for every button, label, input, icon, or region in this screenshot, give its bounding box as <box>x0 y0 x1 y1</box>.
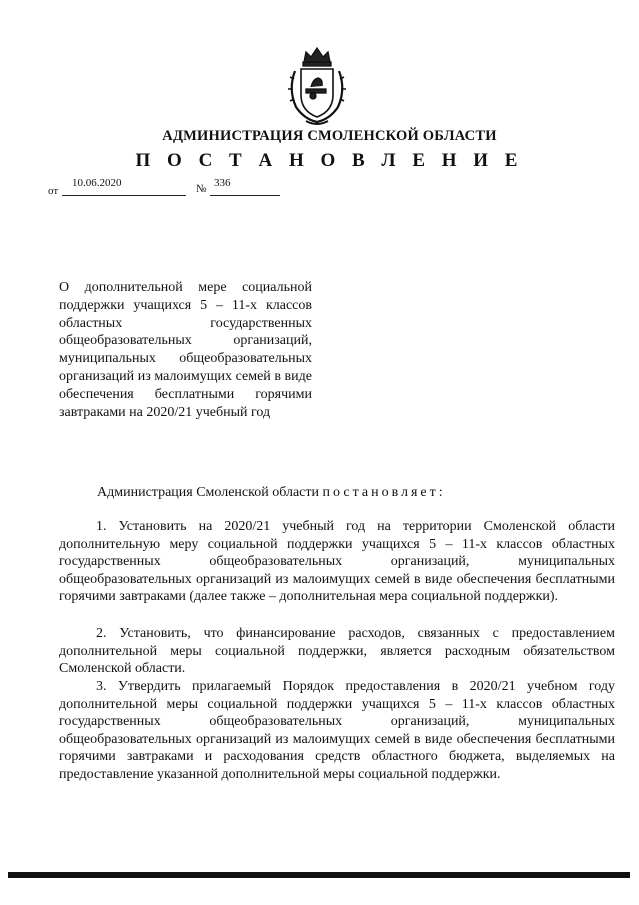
date-prefix: от <box>48 185 59 197</box>
document-number: 336 <box>214 177 231 189</box>
lead-statement <box>97 485 446 501</box>
document-date: 10.06.2020 <box>72 177 122 189</box>
document-type-title: П О С Т А Н О В Л Е Н И Е <box>135 150 524 171</box>
paragraph-3: 3. Утвердить прилагаемый Порядок предоставления в 2020/21 учебном году дополнительной меры социальной поддержки учащихся 5 – 11-х классов областных государственных общеобразовательных организаций, муниципальных общеобразовательных организаций из малоимущих семей в виде обеспечения бесплатными горячими завтраками и расходования средств областного бюджета, выделяемых на предоставление указанной дополнительной меры социальной поддержки. <box>59 679 615 782</box>
document-subject: О дополнительной мере социальной поддержки учащихся 5 – 11-х классов областных государственных общеобразовательных организаций, муниципальных общеобразовательных организаций из малоимущих семей в виде обеспечения бесплатными горячими завтраками на 2020/21 учебный год <box>59 280 312 420</box>
lead-text: Администрация Смоленской области <box>97 485 320 500</box>
date-underline <box>62 195 186 196</box>
coat-of-arms-emblem <box>282 45 352 129</box>
number-underline <box>210 195 280 196</box>
paragraph-2: 2. Установить, что финансирование расходов, связанных с предоставлением дополнительной меры социальной поддержки, является расходным обязательством Смоленской области. <box>59 626 615 677</box>
lead-verb: постановляет: <box>322 485 446 500</box>
paragraph-1: 1. Установить на 2020/21 учебный год на территории Смоленской области дополнительную меру социальной поддержки учащихся 5 – 11-х классов областных государственных общеобразовательных организаций, муниципальных общеобразовательных организаций из малоимущих семей в виде обеспечения бесплатными горячими завтраками (далее также – дополнительная мера социальной поддержки). <box>59 519 615 605</box>
scan-edge-bar <box>8 872 630 878</box>
organization-name: АДМИНИСТРАЦИЯ СМОЛЕНСКОЙ ОБЛАСТИ <box>162 128 497 144</box>
number-prefix: № <box>196 183 207 195</box>
